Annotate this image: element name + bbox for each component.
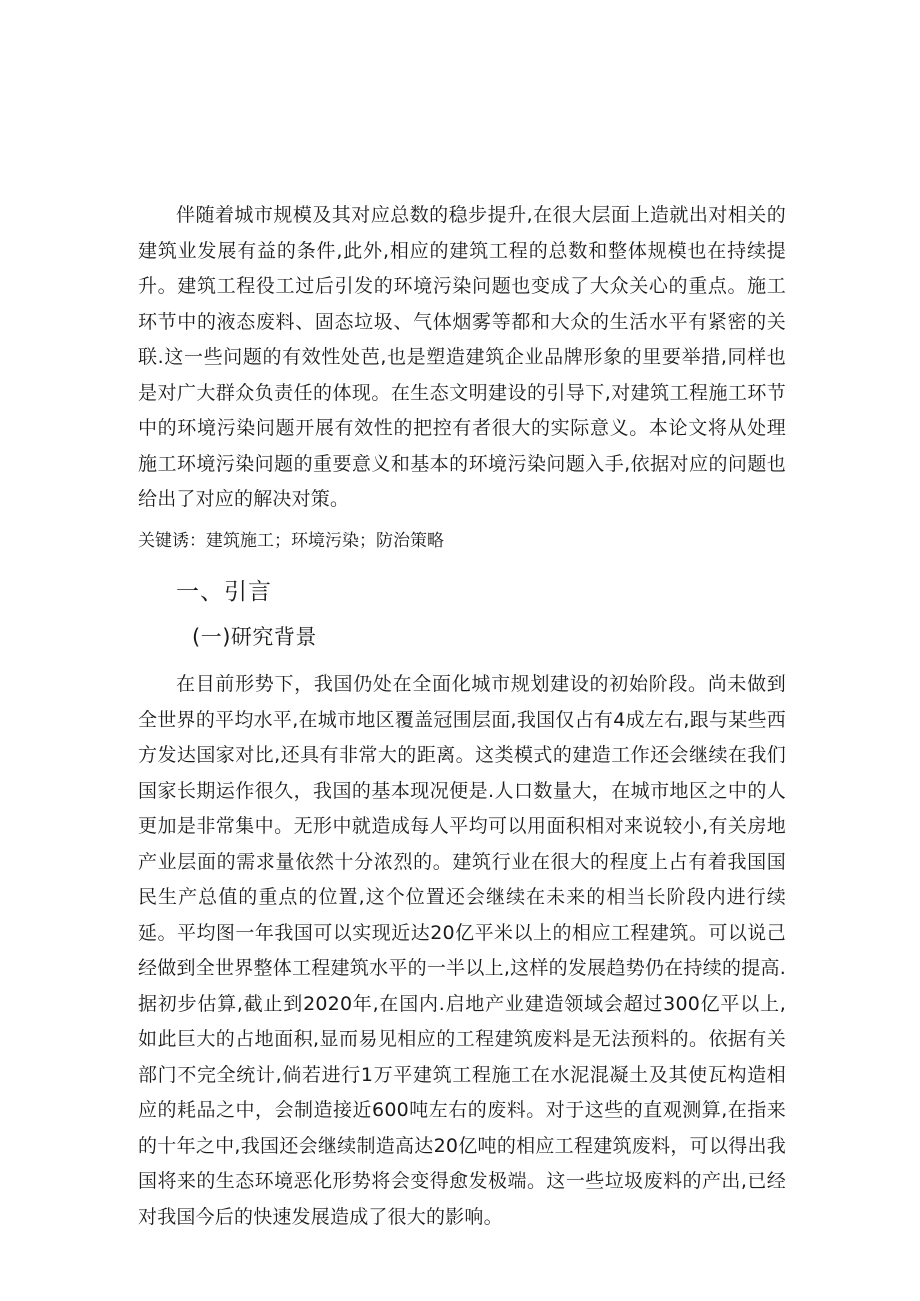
body-paragraph: 在目前形势下，我国仍处在全面化城市规划建设的初始阶段。尚未做到全世界的平均水平,在城市地区覆盖冠围层面,我国仅占有4成左右,跟与某些西方发达国家对比,还具有非常大的距离。这类模式的建造工作还会继续在我们国家长期运作很久，我国的基本现况便是.人口数量大，在城市地区之中的人更加是非常集中。无形中就造成每人平均可以用面积相对来说较小,有关房地产业层面的需求量依然十分浓烈的。建筑行业在很大的程度上占有着我国国民生产总值的重点的位置,这个位置还会继续在未来的相当长阶段内进行续延。平均图一年我国可以实现近达20亿平米以上的相应工程建筑。可以说己经做到全世界整体工程建筑水平的一半以上,这样的发展趋势仍在持续的提高.据初步估算,截止到2020年,在国内.启地产业建造领域会超过300亿平以上,如此巨大的占地面积,显而易见相应的工程建筑废料是无法预料的。依据有关部门不完全统计,倘若进行1万平建筑工程施工在水泥混凝土及其使瓦构造相应的耗品之中，会制造接近600吨左右的废料。对于这些的直观测算,在指来的十年之中,我国还会继续制造高达20亿吨的相应工程建筑废料，可以得出我国将来的生态环境恶化形势将会变得愈发极端。这一些垃圾废料的产出,已经对我国今后的快速发展造成了很大的影响。 bbox=[138, 673, 786, 1228]
abstract-paragraph: 伴随着城市规模及其对应总数的稳步提升,在很大层面上造就出对相关的建筑业发展有益的条件,此外,相应的建筑工程的总数和整体规模也在持续提升。建筑工程役工过后引发的环境污染问题也变成了大众关心的重点。施工环节中的液态废料、固态垃圾、气体烟雾等都和大众的生活水平有紧密的关联.这一些问题的有效性处芭,也是塑造建筑企业品牌形象的里要举措,同样也是对广大群众负责任的体现。在生态文明建设的引导下,对建筑工程施工环节中的环境污染问题开展有效性的把控有者很大的实际意义。本论文将从处理施工环境污染问题的重要意义和基本的环境污染问题入手,依据对应的问题也给出了对应的解决对策。 bbox=[138, 204, 786, 510]
section-heading: 一、引言 bbox=[176, 579, 272, 605]
keywords-line: 关键诱：建筑施工；环境污染；防治策略 bbox=[138, 531, 444, 551]
subsection-heading: (一)研究背景 bbox=[192, 625, 317, 649]
